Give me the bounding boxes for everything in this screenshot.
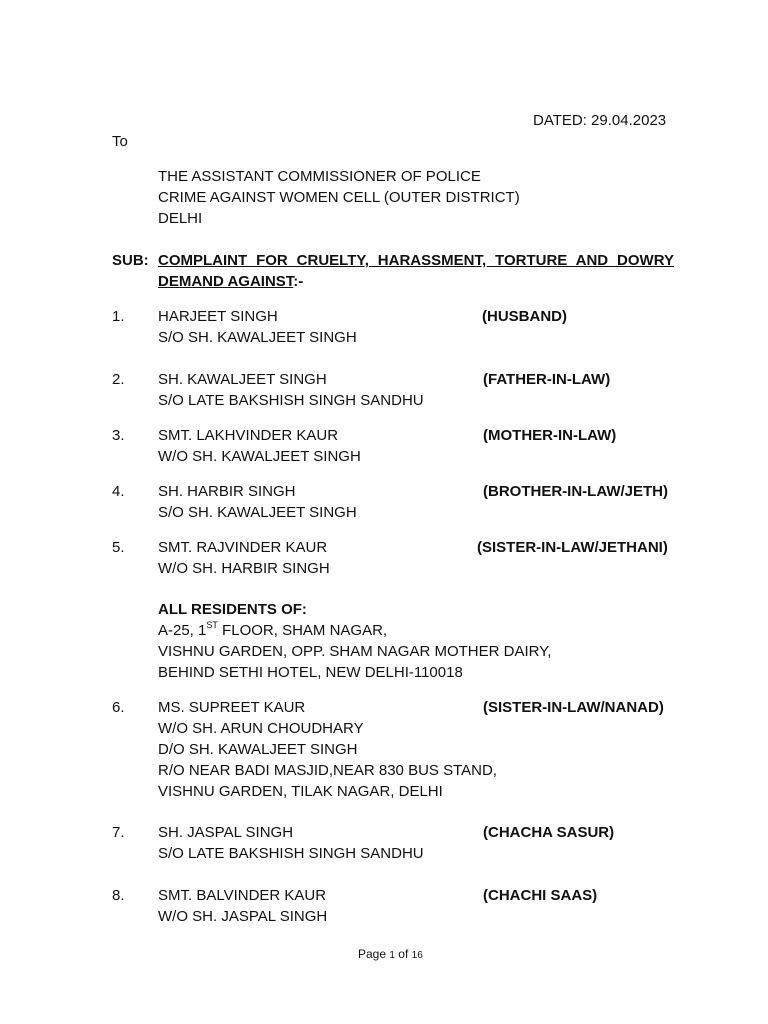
respondent-detail: S/O LATE BAKSHISH SINGH SANDHU (158, 845, 424, 862)
respondent-number: 2. (112, 371, 125, 388)
respondent-name: SH. JASPAL SINGH (158, 824, 294, 841)
respondent-detail: W/O SH. KAWALJEET SINGH (158, 448, 361, 465)
respondent-relation: (BROTHER-IN-LAW/JETH) (483, 483, 668, 500)
respondent-detail: S/O LATE BAKSHISH SINGH SANDHU (158, 392, 424, 409)
addressee-line: CRIME AGAINST WOMEN CELL (OUTER DISTRICT) (158, 189, 520, 206)
respondent-relation: (MOTHER-IN-LAW) (483, 427, 617, 444)
address-text: A-25, 1 (158, 622, 207, 639)
respondent-detail: S/O SH. KAWALJEET SINGH (158, 329, 357, 346)
respondent-number: 3. (112, 427, 125, 444)
salutation: To (112, 133, 128, 150)
addressee-line: DELHI (158, 210, 203, 227)
addressee-line: THE ASSISTANT COMMISSIONER OF POLICE (158, 168, 481, 185)
subject-line: COMPLAINT FOR CRUELTY, HARASSMENT, TORTURE AND DOWRY (158, 252, 674, 269)
footer-of-word: of (398, 947, 409, 961)
respondent-name: MS. SUPREET KAUR (158, 699, 306, 716)
respondent-name: HARJEET SINGH (158, 308, 278, 325)
respondent-detail: D/O SH. KAWALJEET SINGH (158, 741, 358, 758)
respondent-name: SMT. LAKHVINDER KAUR (158, 427, 339, 444)
address-text: FLOOR, SHAM NAGAR, (217, 622, 388, 639)
respondent-number: 6. (112, 699, 125, 716)
respondent-number: 4. (112, 483, 125, 500)
footer-page-word: Page (358, 947, 387, 961)
respondent-detail: W/O SH. ARUN CHOUDHARY (158, 720, 364, 737)
subject-line-2 (158, 271, 303, 292)
respondent-number: 5. (112, 539, 125, 556)
date-line: DATED: 29.04.2023 (533, 112, 667, 129)
respondent-detail: W/O SH. JASPAL SINGH (158, 908, 328, 925)
respondent-number: 1. (112, 308, 125, 325)
footer-page-total: 16 (411, 950, 423, 961)
residents-address-line: VISHNU GARDEN, OPP. SHAM NAGAR MOTHER DAIRY, (158, 643, 552, 660)
respondent-name: SH. HARBIR SINGH (158, 483, 296, 500)
residents-address-line: BEHIND SETHI HOTEL, NEW DELHI-110018 (158, 664, 463, 681)
respondent-number: 7. (112, 824, 125, 841)
respondent-name: SMT. BALVINDER KAUR (158, 887, 327, 904)
subject-suffix: :- (293, 273, 304, 290)
respondent-relation: (SISTER-IN-LAW/NANAD) (483, 699, 664, 716)
subject-underlined: DEMAND AGAINST (158, 273, 294, 290)
residents-heading: ALL RESIDENTS OF: (158, 601, 307, 618)
respondent-detail: S/O SH. KAWALJEET SINGH (158, 504, 357, 521)
respondent-detail: W/O SH. HARBIR SINGH (158, 560, 330, 577)
ordinal-suffix: ST (206, 620, 218, 630)
respondent-relation: (HUSBAND) (482, 308, 567, 325)
respondent-name: SH. KAWALJEET SINGH (158, 371, 327, 388)
respondent-relation: (SISTER-IN-LAW/JETHANI) (477, 539, 668, 556)
respondent-name: SMT. RAJVINDER KAUR (158, 539, 328, 556)
page-footer (358, 944, 423, 966)
respondent-detail: R/O NEAR BADI MASJID,NEAR 830 BUS STAND, (158, 762, 497, 779)
respondent-relation: (CHACHI SAAS) (483, 887, 598, 904)
respondent-relation: (CHACHA SASUR) (483, 824, 615, 841)
respondent-detail: VISHNU GARDEN, TILAK NAGAR, DELHI (158, 783, 443, 800)
respondent-number: 8. (112, 887, 125, 904)
footer-page-number: 1 (389, 950, 395, 961)
residents-address-line (158, 620, 387, 641)
respondent-relation: (FATHER-IN-LAW) (483, 371, 611, 388)
subject-label: SUB: (112, 252, 149, 269)
